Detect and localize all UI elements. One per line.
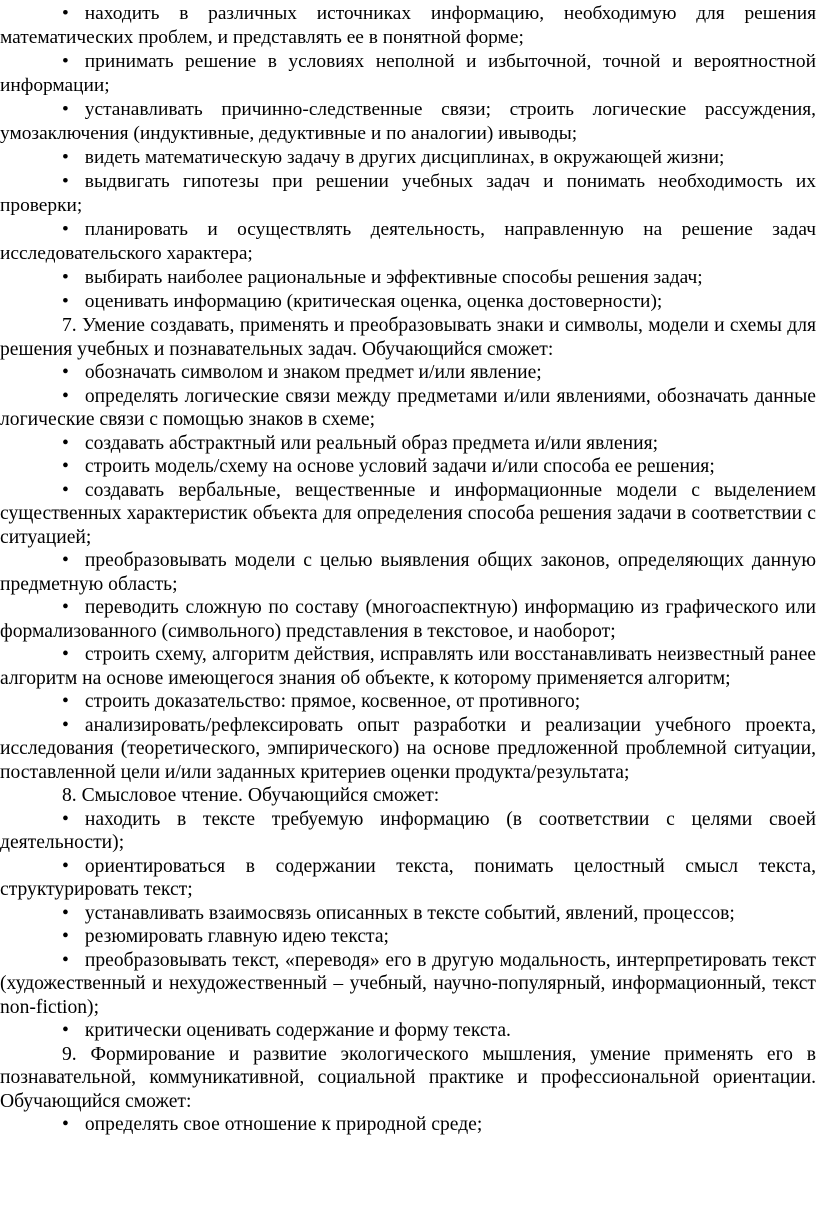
list-item: • строить модель/схему на основе условий задачи и/или способа ее решения; (62, 456, 715, 477)
list-item: • принимать решение в условиях неполной и избыточной, точной и вероятностной информации; (0, 51, 816, 96)
bullet-icon: • (62, 691, 69, 712)
bullet-icon: • (62, 1020, 69, 1041)
section-heading: 8. Смысловое чтение. Обучающийся сможет: (62, 785, 440, 806)
bullet-icon: • (62, 902, 69, 924)
list-item: • оценивать информацию (критическая оценка, оценка достоверности); (62, 291, 663, 312)
bullet-icon: • (62, 926, 69, 947)
list-item: • находить в тексте требуемую информацию (в соответствии с целями своей деятельности); (0, 808, 816, 853)
bullet-icon: • (62, 714, 69, 736)
list-item: • резюмировать главную идею текста; (62, 926, 389, 947)
section-9 (0, 1043, 816, 1137)
list-item: • планировать и осуществлять деятельность, направленную на решение задач исследовательского характера; (0, 219, 816, 264)
list-item: • устанавливать причинно-следственные связи; строить логические рассуждения, умозаключения (индуктивные, дедуктивные и по аналогии) ивыводы; (0, 99, 816, 144)
bullet-icon: • (62, 171, 69, 192)
section-8 (0, 784, 816, 1043)
list-item: • ориентироваться в содержании текста, понимать целостный смысл текста, структурировать текст; (0, 855, 816, 900)
list-item: • определять логические связи между предметами и/или явлениями, обозначать данные логические связи с помощью знаков в схеме; (0, 385, 816, 430)
list-item: • строить доказательство: прямое, косвенное, от противного; (62, 691, 581, 712)
list-item: • создавать вербальные, вещественные и информационные модели с выделением существенных характеристик объекта для определения способа решения задачи в соответствии с ситуацией; (0, 479, 816, 548)
list-item: • строить схему, алгоритм действия, исправлять или восстанавливать неизвестный ранее алгоритм на основе имеющегося знания об объекте, к которому применяется алгоритм; (0, 644, 816, 689)
bullet-icon: • (62, 456, 69, 477)
list-item: • обозначать символом и знаком предмет и/или явление; (62, 362, 542, 383)
bullet-icon: • (62, 479, 69, 501)
bullet-icon: • (62, 3, 69, 24)
bullet-icon: • (62, 432, 69, 454)
bullet-icon: • (62, 267, 69, 288)
bullet-icon: • (62, 51, 69, 72)
bullet-icon: • (62, 808, 69, 830)
list-item: • преобразовывать модели с целью выявления общих законов, определяющих данную предметную область; (0, 550, 816, 595)
section-heading: 9. Формирование и развитие экологического мышления, умение применять его в познавательной, коммуникативной, социальной практике и профессиональной ориентации. Обучающийся сможет: (0, 1043, 816, 1112)
list-item: • выбирать наиболее рациональные и эффективные способы решения задач; (62, 267, 703, 288)
section-7 (0, 314, 816, 784)
bullet-icon: • (62, 362, 69, 383)
list-item: • устанавливать взаимосвязь описанных в тексте событий, явлений, процессов; (62, 902, 735, 924)
bullet-icon: • (62, 99, 69, 120)
section-heading: 7. Умение создавать, применять и преобразовывать знаки и символы, модели и схемы для решения учебных и познавательных задач. Обучающийся сможет: (0, 315, 816, 360)
bullet-icon: • (62, 550, 69, 571)
list-item: • переводить сложную по составу (многоаспектную) информацию из графического или формализованного (символьного) представления в текстовое, и наоборот; (0, 597, 816, 642)
bullet-icon: • (62, 949, 69, 971)
list-item: • создавать абстрактный или реальный образ предмета и/или явления; (62, 432, 659, 454)
list-item: • видеть математическую задачу в других дисциплинах, в окружающей жизни; (62, 147, 725, 168)
bullet-icon: • (62, 1114, 69, 1135)
bullet-icon: • (62, 855, 69, 877)
list-item: • выдвигать гипотезы при решении учебных задач и понимать необходимость их проверки; (0, 171, 816, 216)
bullet-icon: • (62, 147, 69, 168)
bullet-icon: • (62, 644, 69, 665)
list-item: • критически оценивать содержание и форму текста. (62, 1020, 511, 1041)
list-item: • определять свое отношение к природной среде; (62, 1114, 483, 1135)
list-item: • преобразовывать текст, «переводя» его в другую модальность, интерпретировать текст (художественный и нехудожественный – учебный, научно-популярный, информационный, текст non-fiction); (0, 949, 816, 1018)
bullet-icon: • (62, 219, 69, 240)
bullet-list-math (0, 2, 816, 314)
bullet-icon: • (62, 291, 69, 312)
list-item: • находить в различных источниках информацию, необходимую для решения математических проблем, и представлять ее в понятной форме; (0, 3, 816, 48)
bullet-icon: • (62, 597, 69, 618)
list-item: • анализировать/рефлексировать опыт разработки и реализации учебного проекта, исследования (теоретического, эмпирического) на основе предложенной проблемной ситуации, поставленной цели и/или заданных критериев оценки продукта/результата; (0, 714, 816, 783)
bullet-icon: • (62, 385, 69, 407)
